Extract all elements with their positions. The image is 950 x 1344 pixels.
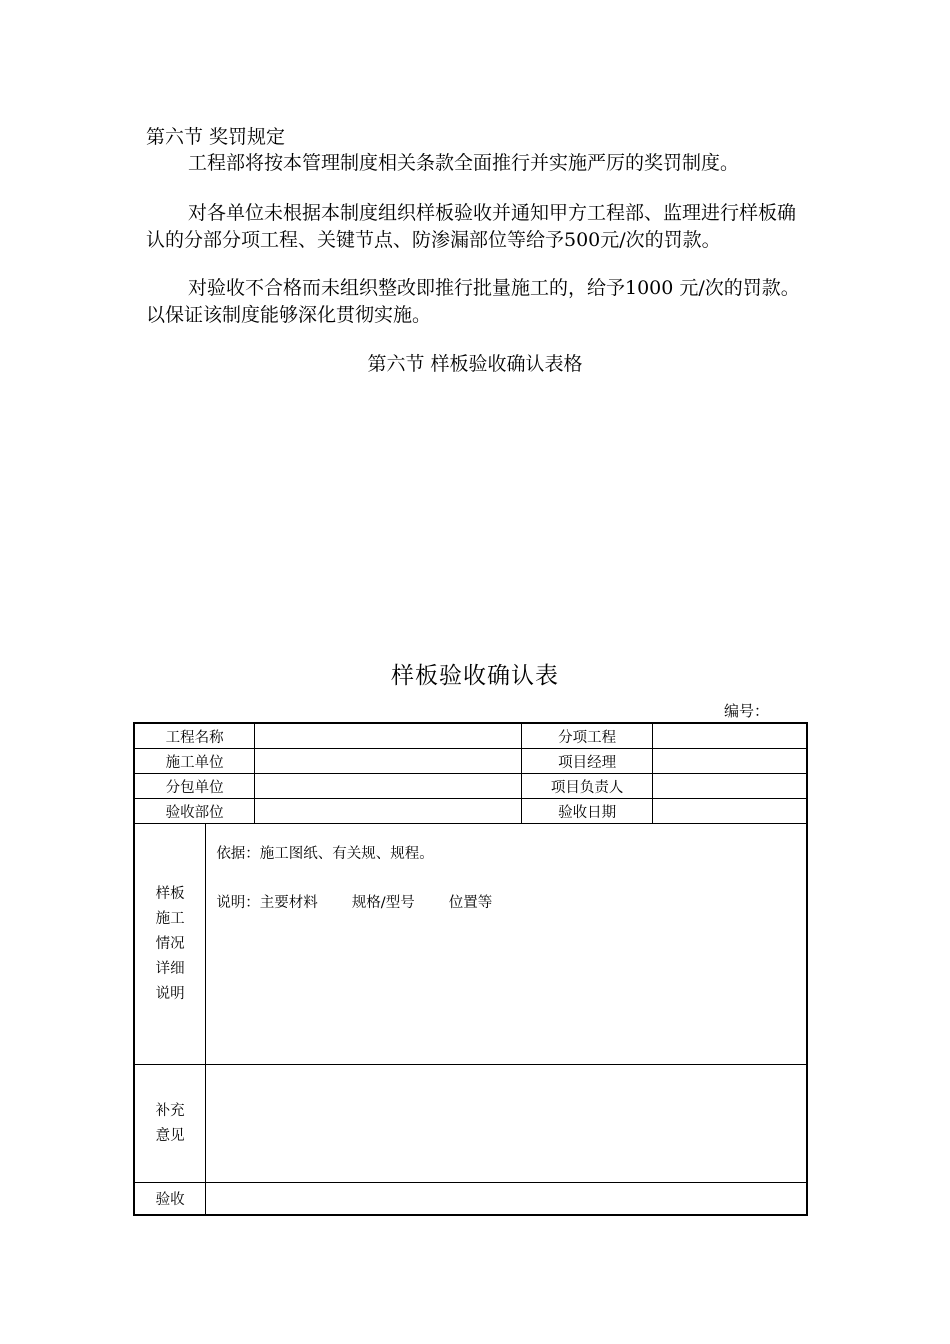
form-title: 样板验收确认表 <box>391 663 559 689</box>
acceptance-form-table <box>133 722 808 1216</box>
form-row <box>134 799 807 824</box>
subcontractor-label: 分包单位 <box>134 774 255 799</box>
detail-basis: 依据：施工图纸、有关规、规程。 <box>216 846 434 862</box>
paragraph-1: 工程部将按本管理制度相关条款全面推行并实施严厉的奖罚制度。 <box>188 152 740 174</box>
subcontractor-field[interactable] <box>255 774 522 799</box>
project-manager-field[interactable] <box>652 749 807 774</box>
project-lead-label: 项目负责人 <box>522 774 653 799</box>
inspection-area-field[interactable] <box>255 799 522 824</box>
form-row <box>134 1065 807 1183</box>
acceptance-field[interactable] <box>206 1183 807 1215</box>
acceptance-label: 验收 <box>134 1183 206 1215</box>
inspection-date-field[interactable] <box>652 799 807 824</box>
inspection-date-label: 验收日期 <box>522 799 653 824</box>
form-row <box>134 824 807 1065</box>
form-row <box>134 723 807 749</box>
project-lead-field[interactable] <box>652 774 807 799</box>
form-row <box>134 774 807 799</box>
supplement-field[interactable] <box>206 1065 807 1183</box>
sub-project-label: 分项工程 <box>522 723 653 749</box>
detail-note: 说明：主要材料 规格/型号 位置等 <box>216 895 493 911</box>
detail-content[interactable] <box>206 824 807 1065</box>
construction-unit-label: 施工单位 <box>134 749 255 774</box>
detail-label: 样板 施工 情况 详细 说明 <box>134 824 206 1065</box>
paragraph-3: 对验收不合格而未组织整改即推行批量施工的，给予1000 元/次的罚款。以保证该制度能够深化贯彻实施。 <box>146 277 800 326</box>
paragraph-2: 对各单位未根据本制度组织样板验收并通知甲方工程部、监理进行样板确认的分部分项工程、关键节点、防渗漏部位等给予500元/次的罚款。 <box>146 202 797 251</box>
section-heading: 第六节 奖罚规定 <box>146 126 286 148</box>
project-name-label: 工程名称 <box>134 723 255 749</box>
inspection-area-label: 验收部位 <box>134 799 255 824</box>
sub-project-field[interactable] <box>652 723 807 749</box>
serial-number-label: 编号： <box>724 702 770 720</box>
project-name-field[interactable] <box>255 723 522 749</box>
form-row <box>134 749 807 774</box>
section-title: 第六节 样板验收确认表格 <box>367 353 583 375</box>
construction-unit-field[interactable] <box>255 749 522 774</box>
project-manager-label: 项目经理 <box>522 749 653 774</box>
supplement-label: 补充 意见 <box>134 1065 206 1183</box>
form-row <box>134 1183 807 1215</box>
